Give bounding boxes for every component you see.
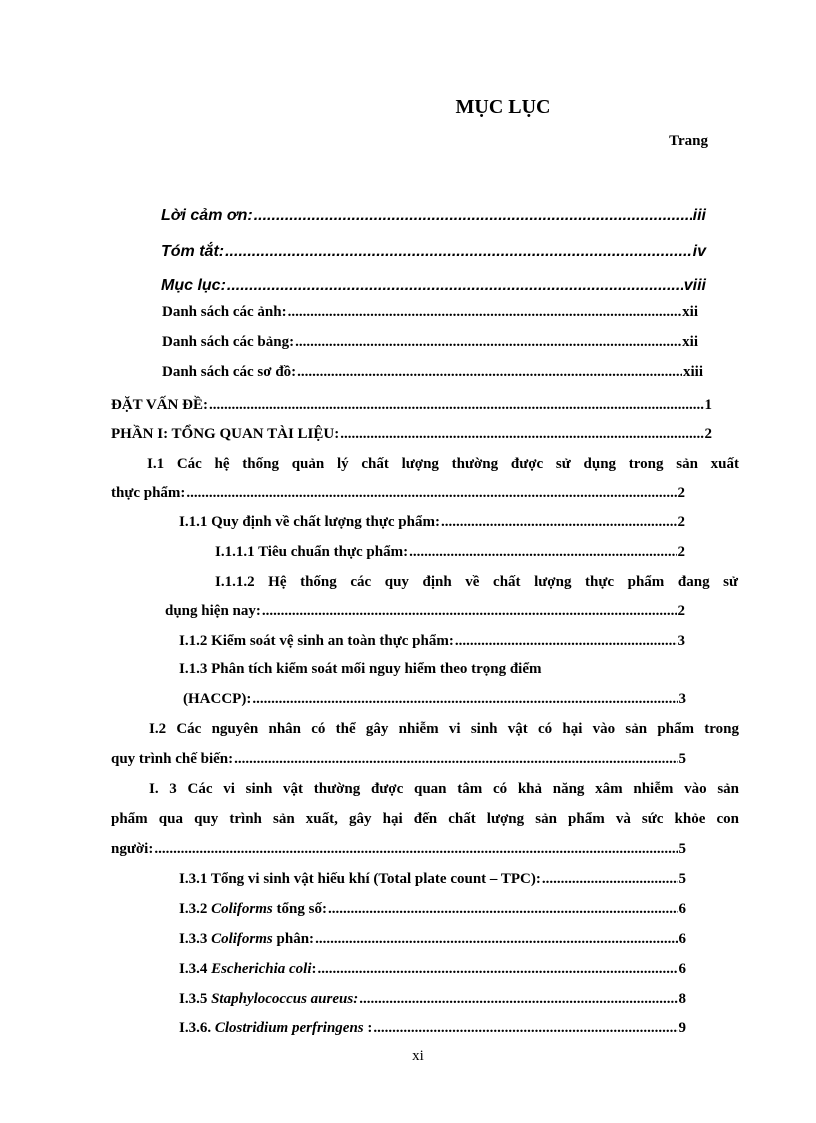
toc-page: iii [692,207,706,224]
toc-label: Danh sách các bảng: [162,334,295,350]
toc-entry-i31[interactable] [179,869,686,889]
toc-number: I.3.6. [179,1020,212,1036]
toc-label: phân: [276,931,315,947]
toc-entry-i3[interactable] [111,839,686,859]
toc-page: viii [683,277,706,294]
toc-label: Mục lục: [161,277,226,294]
toc-entry-danh-sach-so-do[interactable] [162,362,703,382]
organism-name: Coliforms [211,901,273,917]
toc-entry-i12[interactable] [179,631,685,651]
toc-number: I.3.3 [179,931,208,947]
toc-entry-tom-tat[interactable] [161,242,706,262]
toc-entry-danh-sach-bang[interactable] [162,332,698,352]
toc-page: 2 [677,514,685,530]
page-number: xi [412,1048,424,1064]
toc-entry-i36[interactable] [179,1018,686,1038]
toc-label: thực phẩm: [111,485,186,501]
toc-label: tổng số: [276,901,327,917]
toc-page: 6 [678,901,686,917]
toc-entry-i2-line1[interactable]: I.2 Các nguyên nhân có thể gây nhiễm vi sinh vật có hại vào sản phẩm trong [149,721,739,737]
toc-page: 2 [677,603,685,619]
toc-entry-i35[interactable] [179,989,686,1009]
toc-entry-i112-line1[interactable]: I.1.1.2 Hệ thống các quy định về chất lượng thực phẩm đang sử [215,574,738,590]
toc-entry-loi-cam-on[interactable] [161,206,706,226]
toc-page: 6 [678,931,686,947]
toc-entry-i13[interactable] [183,689,686,709]
toc-label: người: [111,841,154,857]
toc-page: 8 [678,991,686,1007]
toc-entry-phan-1[interactable] [111,424,712,444]
toc-page: 9 [678,1020,686,1036]
toc-label: : [311,961,317,977]
toc-page: xiii [682,364,703,380]
toc-label: I.3.1 Tổng vi sinh vật hiếu khí (Total plate count – TPC): [179,871,541,887]
toc-label: quy trình chế biến: [111,751,234,767]
organism-name: Clostridium perfringens [214,1020,364,1036]
toc-page: 5 [678,871,686,887]
toc-page: 3 [677,633,685,649]
toc-page: 2 [677,485,685,501]
organism-name: Escherichia coli [211,961,312,977]
toc-label: ĐẶT VẤN ĐỀ: [111,397,208,413]
toc-entry-i1[interactable] [111,483,685,503]
toc-page: 2 [677,544,685,560]
toc-page: 5 [678,751,686,767]
toc-label: I.1.3 Phân tích kiểm soát mối nguy hiểm theo trọng điểm [179,661,542,677]
toc-entry-i32[interactable] [179,899,686,919]
toc-number: I.3.4 [179,961,208,977]
toc-label: Danh sách các ảnh: [162,304,287,320]
toc-page: 3 [678,691,686,707]
toc-entry-i3-line2[interactable]: phẩm qua quy trình sản xuất, gây hại đến chất lượng sản phẩm và sức khỏe con [111,811,739,827]
page-column-header: Trang [669,133,708,149]
toc-number: I.3.2 [179,901,208,917]
toc-entry-i2[interactable] [111,749,686,769]
organism-name: Staphylococcus aureus: [211,991,359,1007]
toc-label: : [367,1020,373,1036]
toc-entry-i34[interactable] [179,959,686,979]
toc-entry-i112[interactable] [165,601,685,621]
toc-label: Danh sách các sơ đồ: [162,364,297,380]
toc-label: I.1.1 Quy định về chất lượng thực phẩm: [179,514,440,530]
toc-entry-i1-line1[interactable]: I.1 Các hệ thống quản lý chất lượng thường được sử dụng trong sản xuất [147,456,739,472]
toc-number: I.3.5 [179,991,208,1007]
toc-page: xii [682,334,698,350]
toc-page: 1 [704,397,712,413]
toc-label: (HACCP): [183,691,252,707]
toc-label: PHẦN I: TỔNG QUAN TÀI LIỆU: [111,426,340,442]
toc-entry-muc-luc[interactable] [161,276,706,296]
toc-entry-danh-sach-anh[interactable] [162,302,698,322]
toc-page: 6 [678,961,686,977]
toc-entry-i33[interactable] [179,929,686,949]
toc-label: dụng hiện nay: [165,603,261,619]
toc-label: I.1.2 Kiểm soát vệ sinh an toàn thực phẩm: [179,633,454,649]
organism-name: Coliforms [211,931,273,947]
page-title: MỤC LỤC [455,96,551,118]
toc-label: Lời cảm ơn: [161,207,253,224]
toc-page: iv [692,243,706,260]
toc-page: xii [682,304,698,320]
toc-label: I.1.1.1 Tiêu chuẩn thực phẩm: [215,544,409,560]
toc-entry-i111[interactable] [215,542,685,562]
toc-entry-i11[interactable] [179,512,685,532]
toc-label: Tóm tắt: [161,243,225,260]
toc-page: 2 [704,426,712,442]
toc-entry-i3-line1[interactable]: I. 3 Các vi sinh vật thường được quan tâm có khả năng xâm nhiễm vào sản [149,781,739,797]
toc-entry-dat-van-de[interactable] [111,395,712,415]
toc-page: 5 [678,841,686,857]
toc-entry-i13-line1[interactable] [179,659,542,679]
